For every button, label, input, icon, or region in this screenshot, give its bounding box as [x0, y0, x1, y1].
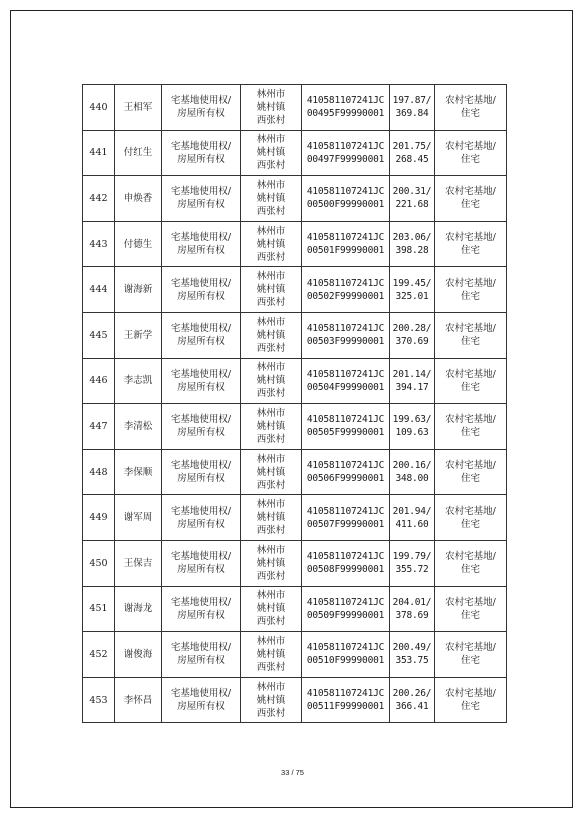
cell-right-type: [162, 404, 241, 450]
table-row: [83, 586, 507, 632]
cell-location-line: 林州市: [256, 590, 286, 602]
cell-area-line: 200.49/: [392, 642, 432, 654]
cell-location: [241, 221, 302, 267]
cell-area-line: 268.45: [395, 153, 429, 165]
cell-area: [390, 130, 435, 176]
cell-unit-code-line: 410581107241JC: [306, 277, 385, 289]
cell-right-type-line: 宅基地使用权/: [170, 688, 232, 700]
cell-right-type-line: 宅基地使用权/: [170, 277, 232, 289]
cell-owner-name: 谢海龙: [115, 586, 162, 632]
cell-right-type-line: 宅基地使用权/: [170, 140, 232, 152]
cell-unit-code-line: 410581107241JC: [306, 551, 385, 563]
cell-location: [241, 176, 302, 222]
cell-location-line: 林州市: [256, 225, 286, 237]
table-row: [83, 540, 507, 586]
cell-unit-code-line: 410581107241JC: [306, 414, 385, 426]
cell-location: [241, 312, 302, 358]
table-row: [83, 221, 507, 267]
cell-number: 445: [83, 312, 115, 358]
cell-unit-code: [302, 221, 390, 267]
cell-area-line: 199.45/: [392, 277, 432, 289]
cell-location-line: 林州市: [256, 271, 286, 283]
cell-location-line: 姚村镇: [256, 466, 286, 478]
cell-use: [435, 130, 507, 176]
cell-area-line: 109.63: [395, 427, 429, 439]
cell-number: 449: [83, 495, 115, 541]
table-row: [83, 404, 507, 450]
cell-use-line: 农村宅基地/: [445, 505, 496, 517]
cell-unit-code-line: 00510F99990001: [306, 655, 385, 667]
cell-right-type: [162, 677, 241, 723]
cell-location-line: 西张村: [256, 707, 286, 719]
cell-unit-code-line: 00503F99990001: [306, 336, 385, 348]
cell-right-type-line: 房屋所有权: [177, 290, 225, 302]
cell-owner-name: 李怀昌: [115, 677, 162, 723]
cell-number: 446: [83, 358, 115, 404]
cell-use: [435, 176, 507, 222]
cell-right-type: [162, 358, 241, 404]
cell-location-line: 林州市: [256, 407, 286, 419]
cell-unit-code-line: 410581107241JC: [306, 323, 385, 335]
cell-use-line: 住宅: [460, 609, 480, 621]
cell-right-type-line: 房屋所有权: [177, 336, 225, 348]
cell-use: [435, 449, 507, 495]
table-row: [83, 449, 507, 495]
cell-unit-code: [302, 540, 390, 586]
cell-owner-name: 付德生: [115, 221, 162, 267]
cell-use: [435, 586, 507, 632]
cell-owner-name: 李志凯: [115, 358, 162, 404]
cell-unit-code: [302, 677, 390, 723]
cell-use-line: 农村宅基地/: [445, 688, 496, 700]
cell-unit-code: [302, 632, 390, 678]
cell-owner-name: 王保吉: [115, 540, 162, 586]
cell-use-line: 农村宅基地/: [445, 414, 496, 426]
cell-area-line: 370.69: [395, 336, 429, 348]
cell-number: 444: [83, 267, 115, 313]
cell-unit-code-line: 00501F99990001: [306, 245, 385, 257]
cell-location-line: 林州市: [256, 362, 286, 374]
cell-location-line: 西张村: [256, 160, 286, 172]
cell-use-line: 住宅: [460, 199, 480, 211]
cell-use-line: 住宅: [460, 245, 480, 257]
cell-unit-code-line: 410581107241JC: [306, 186, 385, 198]
cell-location: [241, 632, 302, 678]
cell-use: [435, 267, 507, 313]
cell-location-line: 西张村: [256, 616, 286, 628]
cell-location-line: 林州市: [256, 635, 286, 647]
cell-use-line: 住宅: [460, 290, 480, 302]
cell-owner-name: 王新学: [115, 312, 162, 358]
records-body: [83, 85, 507, 723]
cell-unit-code: [302, 267, 390, 313]
cell-use: [435, 221, 507, 267]
cell-use-line: 住宅: [460, 381, 480, 393]
cell-unit-code-line: 00508F99990001: [306, 564, 385, 576]
cell-right-type-line: 宅基地使用权/: [170, 186, 232, 198]
cell-use-line: 农村宅基地/: [445, 551, 496, 563]
cell-location-line: 林州市: [256, 134, 286, 146]
cell-area-line: 201.75/: [392, 140, 432, 152]
cell-location-line: 姚村镇: [256, 192, 286, 204]
cell-unit-code-line: 410581107241JC: [306, 460, 385, 472]
cell-area-line: 200.26/: [392, 688, 432, 700]
cell-owner-name: 谢军周: [115, 495, 162, 541]
table-row: [83, 312, 507, 358]
cell-right-type: [162, 449, 241, 495]
cell-number: 453: [83, 677, 115, 723]
cell-right-type-line: 房屋所有权: [177, 473, 225, 485]
cell-area: [390, 495, 435, 541]
table-row: [83, 267, 507, 313]
cell-use: [435, 677, 507, 723]
cell-area-line: 197.87/: [392, 95, 432, 107]
cell-right-type: [162, 312, 241, 358]
cell-area-line: 201.94/: [392, 505, 432, 517]
cell-location: [241, 130, 302, 176]
cell-right-type-line: 房屋所有权: [177, 701, 225, 713]
cell-use: [435, 540, 507, 586]
cell-location: [241, 495, 302, 541]
cell-right-type-line: 房屋所有权: [177, 609, 225, 621]
cell-location-line: 姚村镇: [256, 329, 286, 341]
cell-area-line: 325.01: [395, 290, 429, 302]
cell-owner-name: 李清松: [115, 404, 162, 450]
cell-right-type: [162, 586, 241, 632]
cell-use-line: 农村宅基地/: [445, 186, 496, 198]
cell-use-line: 住宅: [460, 153, 480, 165]
cell-area-line: 200.16/: [392, 460, 432, 472]
cell-area-line: 201.14/: [392, 368, 432, 380]
cell-location-line: 姚村镇: [256, 238, 286, 250]
cell-use-line: 农村宅基地/: [445, 232, 496, 244]
cell-number: 442: [83, 176, 115, 222]
cell-right-type-line: 房屋所有权: [177, 153, 225, 165]
cell-area: [390, 404, 435, 450]
cell-area: [390, 586, 435, 632]
cell-right-type-line: 宅基地使用权/: [170, 460, 232, 472]
cell-right-type-line: 房屋所有权: [177, 245, 225, 257]
cell-unit-code: [302, 358, 390, 404]
cell-area-line: 355.72: [395, 564, 429, 576]
table-row: [83, 85, 507, 131]
cell-area-line: 378.69: [395, 609, 429, 621]
table-row: [83, 130, 507, 176]
cell-right-type-line: 房屋所有权: [177, 564, 225, 576]
cell-right-type-line: 宅基地使用权/: [170, 95, 232, 107]
cell-location-line: 姚村镇: [256, 648, 286, 660]
cell-area-line: 394.17: [395, 381, 429, 393]
cell-location-line: 林州市: [256, 88, 286, 100]
cell-location: [241, 85, 302, 131]
cell-use-line: 农村宅基地/: [445, 95, 496, 107]
cell-use-line: 农村宅基地/: [445, 368, 496, 380]
cell-unit-code-line: 410581107241JC: [306, 95, 385, 107]
cell-owner-name: 王相军: [115, 85, 162, 131]
cell-use-line: 住宅: [460, 564, 480, 576]
cell-location-line: 姚村镇: [256, 284, 286, 296]
table-row: [83, 176, 507, 222]
cell-location-line: 姚村镇: [256, 101, 286, 113]
cell-location-line: 西张村: [256, 570, 286, 582]
cell-location: [241, 358, 302, 404]
cell-right-type-line: 宅基地使用权/: [170, 414, 232, 426]
cell-number: 450: [83, 540, 115, 586]
cell-number: 443: [83, 221, 115, 267]
cell-location-line: 林州市: [256, 544, 286, 556]
cell-unit-code-line: 410581107241JC: [306, 232, 385, 244]
cell-area: [390, 85, 435, 131]
cell-location-line: 西张村: [256, 251, 286, 263]
cell-unit-code-line: 410581107241JC: [306, 688, 385, 700]
cell-number: 448: [83, 449, 115, 495]
cell-right-type-line: 房屋所有权: [177, 518, 225, 530]
cell-location-line: 林州市: [256, 316, 286, 328]
cell-use-line: 住宅: [460, 427, 480, 439]
cell-location-line: 西张村: [256, 114, 286, 126]
cell-location-line: 西张村: [256, 433, 286, 445]
cell-right-type-line: 宅基地使用权/: [170, 232, 232, 244]
cell-use-line: 农村宅基地/: [445, 277, 496, 289]
cell-number: 451: [83, 586, 115, 632]
cell-owner-name: 申焕香: [115, 176, 162, 222]
cell-right-type: [162, 495, 241, 541]
cell-location-line: 姚村镇: [256, 603, 286, 615]
cell-location: [241, 586, 302, 632]
cell-area-line: 366.41: [395, 701, 429, 713]
cell-use-line: 农村宅基地/: [445, 642, 496, 654]
cell-location-line: 姚村镇: [256, 420, 286, 432]
cell-right-type: [162, 176, 241, 222]
cell-area-line: 200.31/: [392, 186, 432, 198]
cell-location-line: 姚村镇: [256, 147, 286, 159]
cell-use: [435, 358, 507, 404]
cell-use-line: 住宅: [460, 473, 480, 485]
cell-use-line: 住宅: [460, 108, 480, 120]
records-table: [82, 84, 507, 723]
cell-location: [241, 404, 302, 450]
cell-location-line: 西张村: [256, 479, 286, 491]
cell-unit-code: [302, 449, 390, 495]
cell-right-type: [162, 85, 241, 131]
cell-unit-code-line: 00509F99990001: [306, 609, 385, 621]
table-row: [83, 632, 507, 678]
cell-unit-code-line: 410581107241JC: [306, 140, 385, 152]
cell-location: [241, 540, 302, 586]
cell-unit-code: [302, 85, 390, 131]
cell-unit-code: [302, 130, 390, 176]
cell-right-type-line: 房屋所有权: [177, 381, 225, 393]
cell-use: [435, 85, 507, 131]
cell-area: [390, 221, 435, 267]
cell-area-line: 204.01/: [392, 596, 432, 608]
cell-use-line: 农村宅基地/: [445, 596, 496, 608]
cell-use-line: 农村宅基地/: [445, 460, 496, 472]
cell-area-line: 199.79/: [392, 551, 432, 563]
cell-location-line: 林州市: [256, 453, 286, 465]
cell-unit-code-line: 00502F99990001: [306, 290, 385, 302]
table-row: [83, 495, 507, 541]
cell-area-line: 398.28: [395, 245, 429, 257]
cell-location-line: 姚村镇: [256, 557, 286, 569]
cell-unit-code-line: 410581107241JC: [306, 596, 385, 608]
cell-location-line: 林州市: [256, 499, 286, 511]
cell-right-type-line: 房屋所有权: [177, 199, 225, 211]
cell-unit-code: [302, 312, 390, 358]
cell-unit-code-line: 00507F99990001: [306, 518, 385, 530]
cell-use-line: 住宅: [460, 701, 480, 713]
cell-number: 440: [83, 85, 115, 131]
cell-use-line: 农村宅基地/: [445, 323, 496, 335]
cell-area: [390, 632, 435, 678]
cell-location: [241, 677, 302, 723]
cell-area: [390, 312, 435, 358]
cell-right-type: [162, 540, 241, 586]
cell-number: 452: [83, 632, 115, 678]
cell-right-type-line: 宅基地使用权/: [170, 323, 232, 335]
cell-right-type-line: 宅基地使用权/: [170, 505, 232, 517]
cell-right-type-line: 房屋所有权: [177, 108, 225, 120]
cell-location-line: 西张村: [256, 297, 286, 309]
cell-unit-code-line: 00495F99990001: [306, 108, 385, 120]
cell-number: 441: [83, 130, 115, 176]
cell-right-type-line: 房屋所有权: [177, 427, 225, 439]
cell-owner-name: 谢海新: [115, 267, 162, 313]
cell-owner-name: 付红生: [115, 130, 162, 176]
cell-location-line: 林州市: [256, 179, 286, 191]
cell-area-line: 348.00: [395, 473, 429, 485]
cell-area: [390, 540, 435, 586]
cell-location-line: 西张村: [256, 525, 286, 537]
cell-unit-code: [302, 586, 390, 632]
cell-location-line: 姚村镇: [256, 512, 286, 524]
table-row: [83, 677, 507, 723]
cell-area-line: 221.68: [395, 199, 429, 211]
cell-use-line: 住宅: [460, 655, 480, 667]
cell-owner-name: 谢俊海: [115, 632, 162, 678]
cell-unit-code-line: 00504F99990001: [306, 381, 385, 393]
cell-area-line: 203.06/: [392, 232, 432, 244]
cell-area-line: 411.60: [395, 518, 429, 530]
cell-location-line: 林州市: [256, 681, 286, 693]
cell-area-line: 199.63/: [392, 414, 432, 426]
cell-area-line: 353.75: [395, 655, 429, 667]
cell-owner-name: 李保顺: [115, 449, 162, 495]
cell-area: [390, 358, 435, 404]
table-row: [83, 358, 507, 404]
cell-right-type-line: 宅基地使用权/: [170, 596, 232, 608]
cell-unit-code-line: 00511F99990001: [306, 701, 385, 713]
cell-area: [390, 449, 435, 495]
cell-location: [241, 267, 302, 313]
cell-use: [435, 312, 507, 358]
cell-unit-code-line: 410581107241JC: [306, 642, 385, 654]
cell-right-type-line: 宅基地使用权/: [170, 551, 232, 563]
cell-unit-code-line: 00505F99990001: [306, 427, 385, 439]
cell-unit-code-line: 00500F99990001: [306, 199, 385, 211]
cell-right-type-line: 宅基地使用权/: [170, 642, 232, 654]
cell-use: [435, 632, 507, 678]
cell-location-line: 西张村: [256, 205, 286, 217]
cell-area: [390, 677, 435, 723]
cell-area: [390, 176, 435, 222]
cell-unit-code-line: 00506F99990001: [306, 473, 385, 485]
cell-number: 447: [83, 404, 115, 450]
cell-use-line: 农村宅基地/: [445, 140, 496, 152]
cell-location: [241, 449, 302, 495]
cell-right-type: [162, 267, 241, 313]
cell-location-line: 西张村: [256, 342, 286, 354]
cell-area-line: 369.84: [395, 108, 429, 120]
cell-location-line: 姚村镇: [256, 694, 286, 706]
cell-use: [435, 404, 507, 450]
cell-unit-code: [302, 495, 390, 541]
cell-location-line: 西张村: [256, 661, 286, 673]
page-number: 33 / 75: [281, 768, 304, 777]
cell-use: [435, 495, 507, 541]
cell-right-type-line: 房屋所有权: [177, 655, 225, 667]
cell-unit-code: [302, 176, 390, 222]
cell-area: [390, 267, 435, 313]
cell-use-line: 住宅: [460, 518, 480, 530]
cell-location-line: 西张村: [256, 388, 286, 400]
cell-use-line: 住宅: [460, 336, 480, 348]
cell-location-line: 姚村镇: [256, 375, 286, 387]
cell-unit-code-line: 410581107241JC: [306, 505, 385, 517]
cell-right-type: [162, 221, 241, 267]
cell-right-type: [162, 632, 241, 678]
cell-unit-code-line: 410581107241JC: [306, 368, 385, 380]
cell-right-type: [162, 130, 241, 176]
cell-area-line: 200.28/: [392, 323, 432, 335]
cell-unit-code: [302, 404, 390, 450]
cell-unit-code-line: 00497F99990001: [306, 153, 385, 165]
cell-right-type-line: 宅基地使用权/: [170, 368, 232, 380]
